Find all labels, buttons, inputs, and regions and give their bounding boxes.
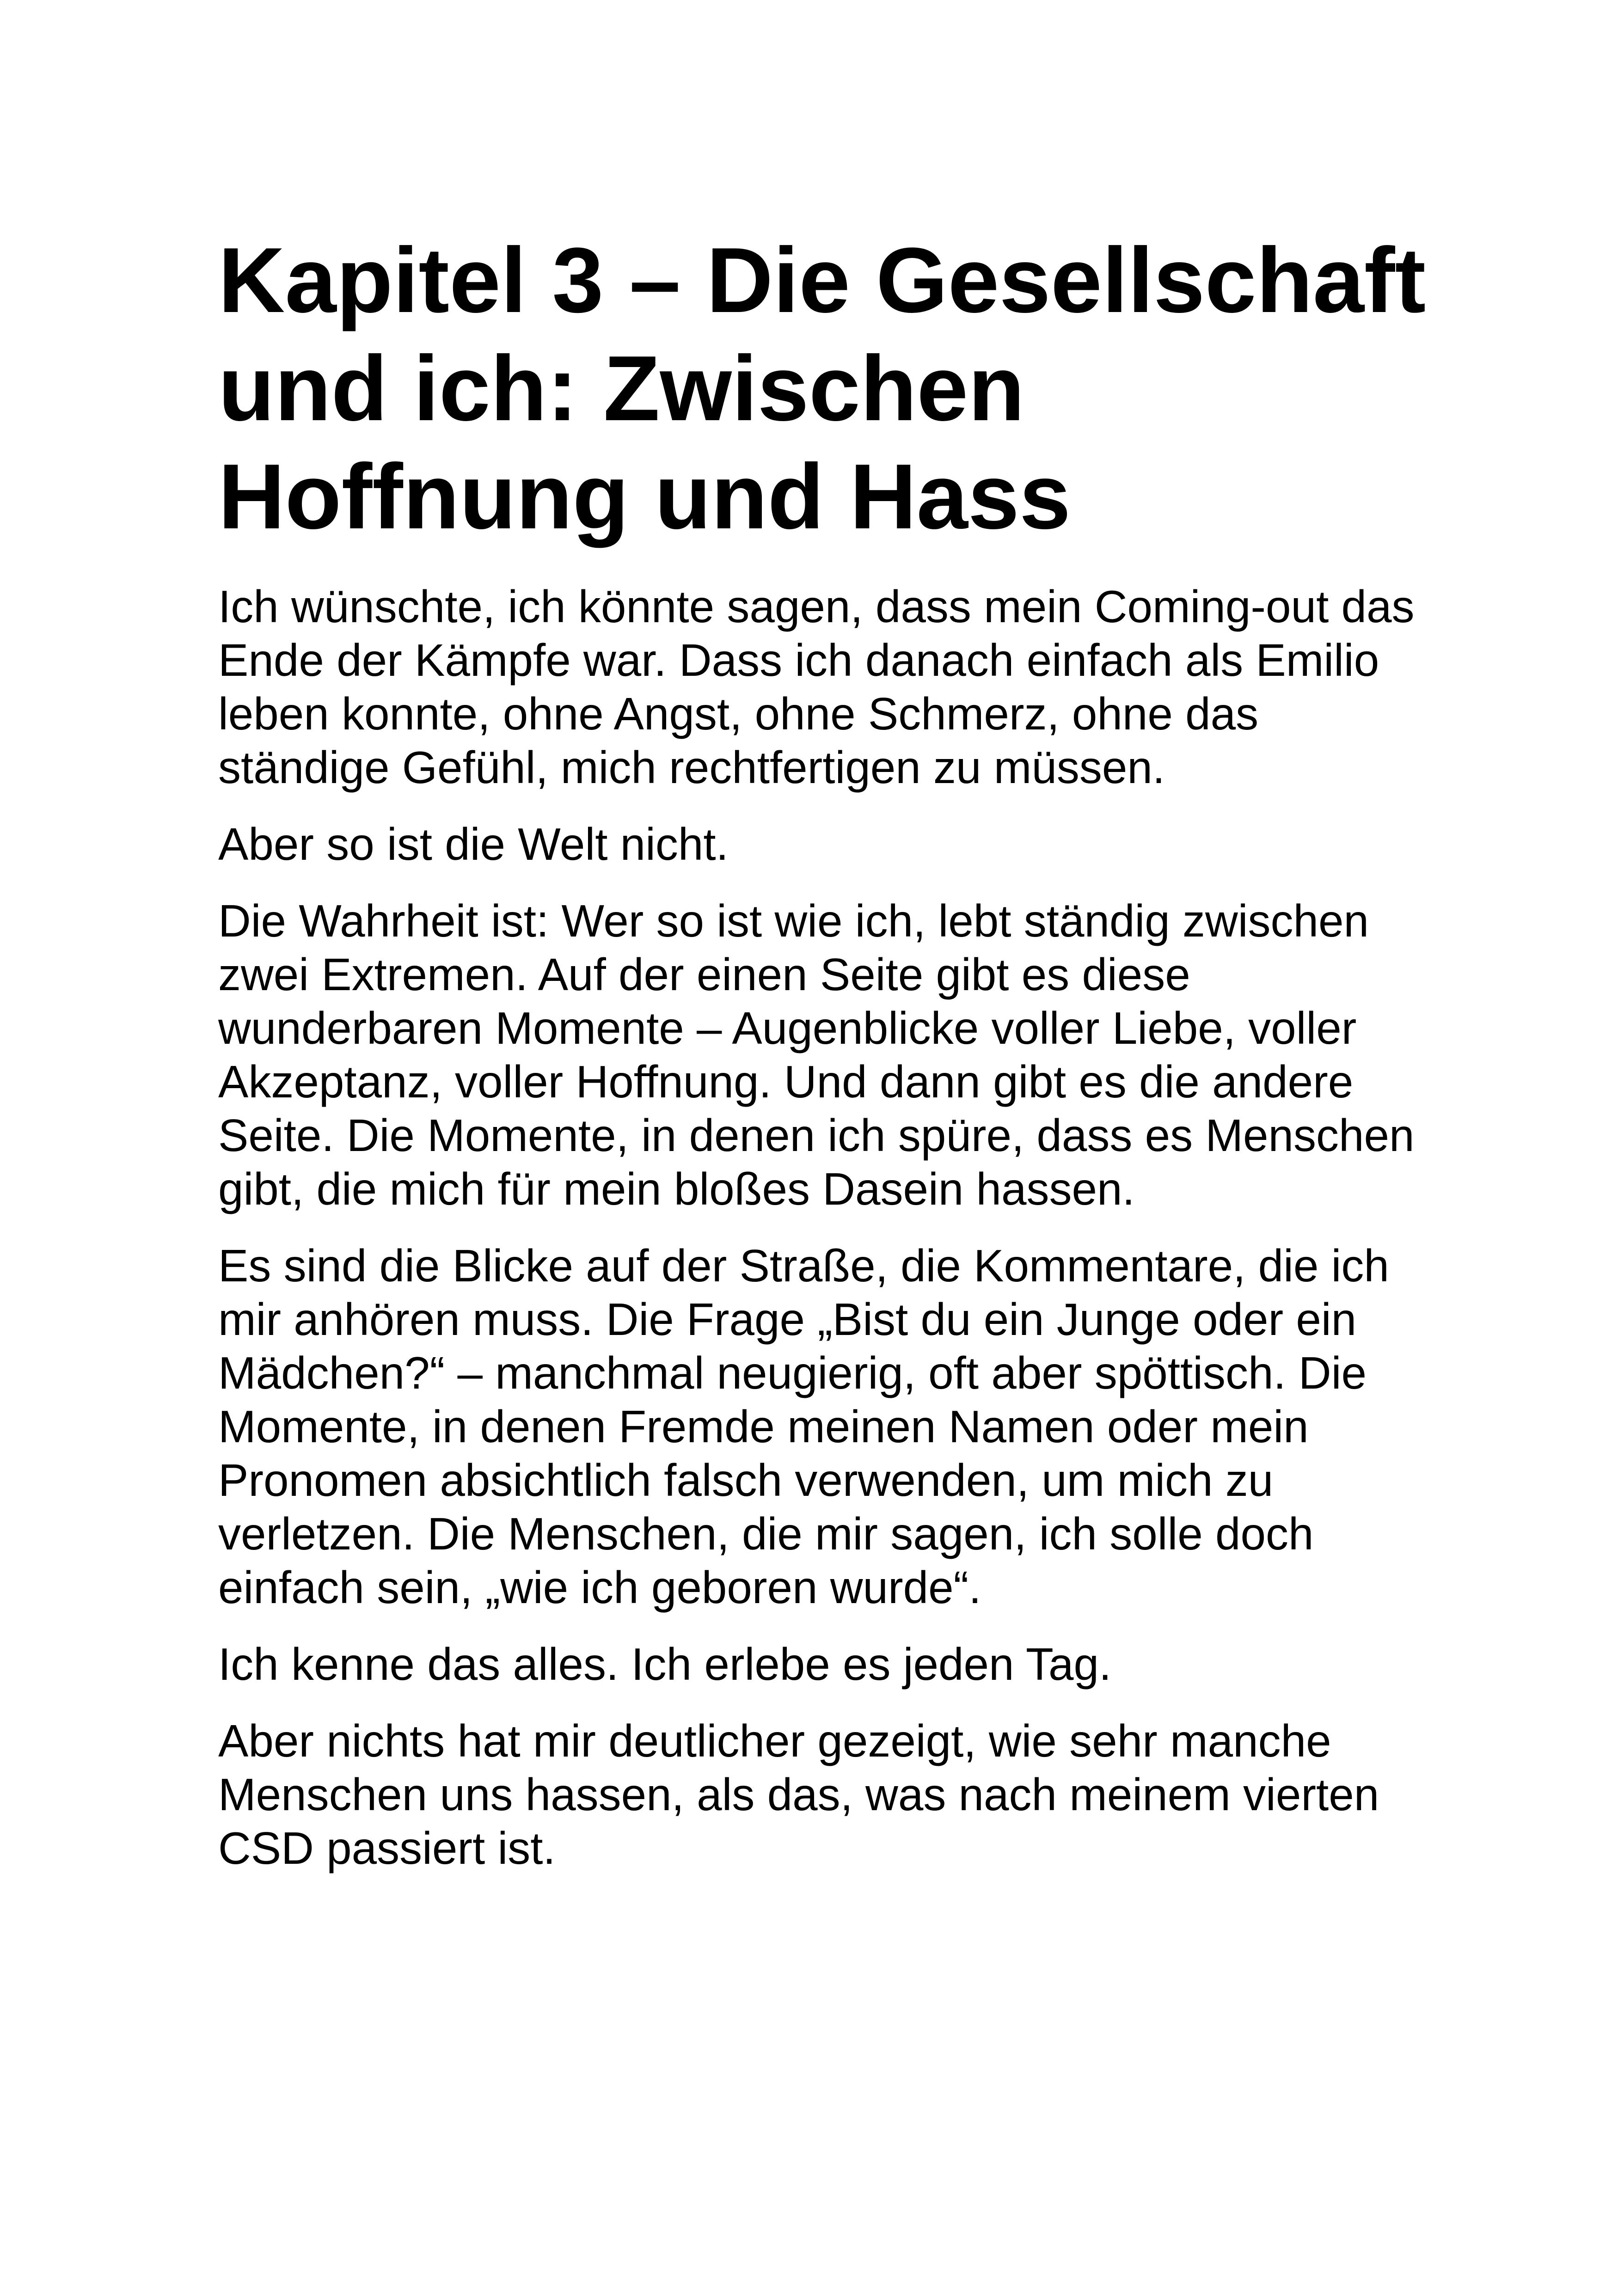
document-page bbox=[218, 227, 1439, 1898]
paragraph: Ich wünschte, ich könnte sagen, dass mein Coming-out das Ende der Kämpfe war. Dass ich danach einfach als Emilio leben konnte, ohne Angst, ohne Schmerz, ohne das ständige Gefühl, mich rechtfertigen zu müssen. bbox=[218, 581, 1415, 793]
chapter-body bbox=[218, 580, 1439, 1875]
paragraph: Aber nichts hat mir deutlicher gezeigt, wie sehr manche Menschen uns hassen, als das, was nach meinem vierten CSD passiert ist. bbox=[218, 1715, 1379, 1874]
paragraph: Aber so ist die Welt nicht. bbox=[218, 819, 729, 869]
paragraph: Es sind die Blicke auf der Straße, die Kommentare, die ich mir anhören muss. Die Frage „Bist du ein Junge oder ein Mädchen?“ – manchmal neugierig, oft aber spöttisch. Die Momente, in denen Fremde meinen Namen oder mein Pronomen absichtlich falsch verwenden, um mich zu verletzen. Die Menschen, die mir sagen, ich solle doch einfach sein, „wie ich geboren wurde“. bbox=[218, 1240, 1389, 1613]
paragraph: Ich kenne das alles. Ich erlebe es jeden Tag. bbox=[218, 1639, 1112, 1690]
chapter-title: Kapitel 3 – Die Gesellschaft und ich: Zwischen Hoffnung und Hass bbox=[218, 229, 1426, 548]
paragraph: Die Wahrheit ist: Wer so ist wie ich, lebt ständig zwischen zwei Extremen. Auf der einen Seite gibt es diese wunderbaren Momente – Augenblicke voller Liebe, voller Akzeptanz, voller Hoffnung. Und dann gibt es die andere Seite. Die Momente, in denen ich spüre, dass es Menschen gibt, die mich für mein bloßes Dasein hassen. bbox=[218, 895, 1415, 1214]
